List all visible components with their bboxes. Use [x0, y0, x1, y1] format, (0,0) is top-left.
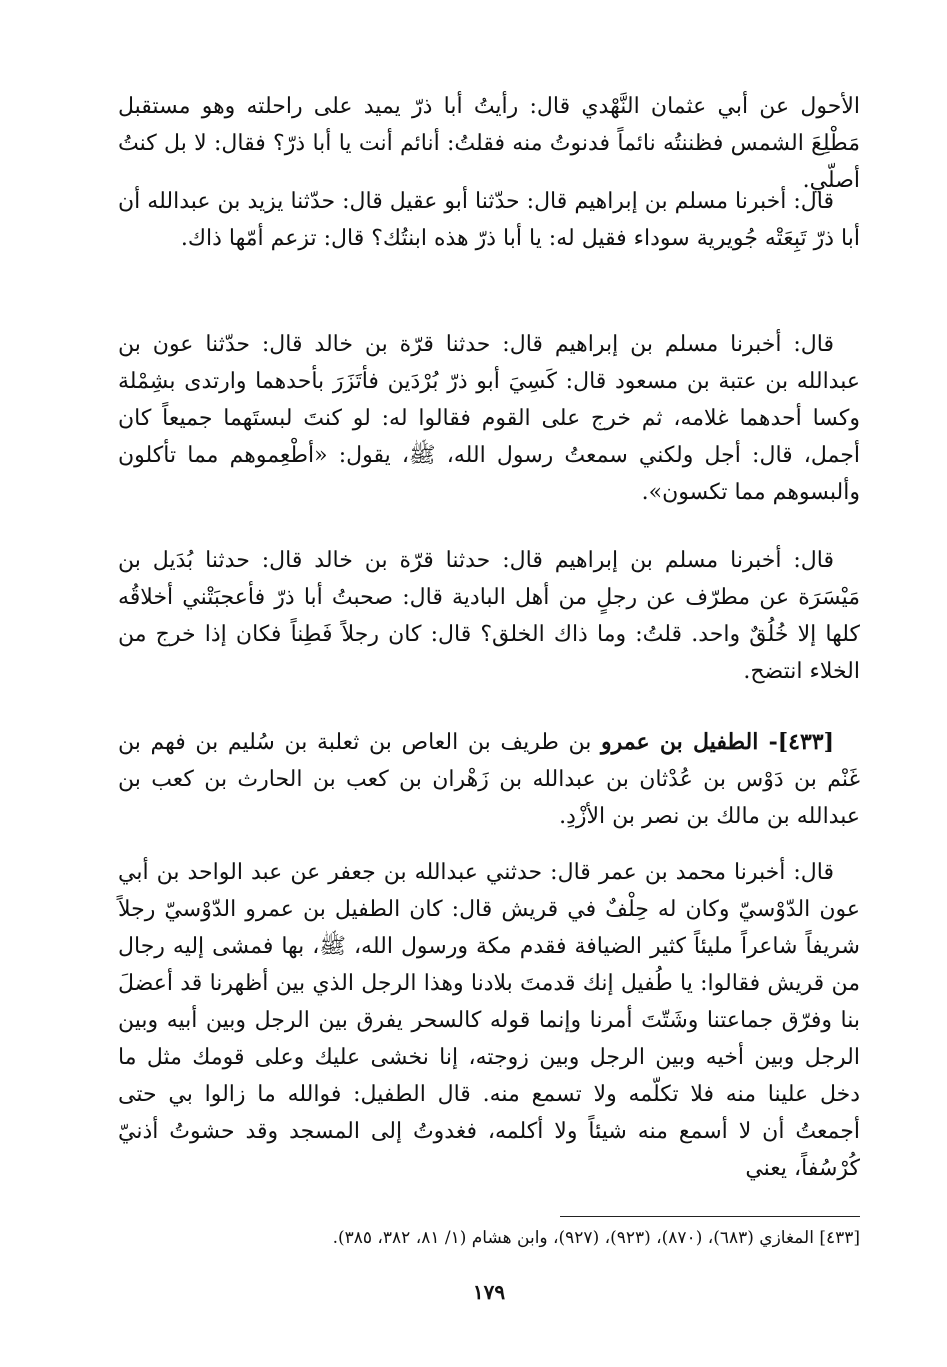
footnote-divider [560, 1216, 860, 1217]
paragraph-4: قال: أخبرنا مسلم بن إبراهيم قال: حدثنا قرّة بن خالد قال: حدثنا بُدَيل بن مَيْسَرَة عن مطرّف عن رجلٍ من أهل البادية قال: صحبتُ أبا ذرّ فأعجبَتْني أخلاقُه كلها إلا خُلُقٌ واحد. قلتُ: وما ذاك الخلق؟ قال: كان رجلاً فَطِناً فكان إذا خرج من الخلاء انتضح. [118, 548, 860, 684]
paragraph-3: قال: أخبرنا مسلم بن إبراهيم قال: حدثنا قرّة بن خالد قال: حدّثنا عون بن عبدالله بن عتبة بن مسعود قال: كَسِيَ أبو ذرّ بُرْدَين فأتَزَرَ بأحدهما وارتدى بشِمْلة وكسا أحدهما غلامه، ثم خرج على القوم فقالوا له: لو كنتَ لبستَهما جميعاً كان أجمل، قال: أجل ولكني سمعتُ رسول الله، ﷺ، يقول: «أطْعِموهم مما تأكلون وألبسوهم مما تكسون». [118, 332, 861, 505]
biography-entry [118, 724, 860, 835]
page-number: ١٧٩ [472, 1280, 506, 1304]
entry-lineage: بن طريف بن العاص بن ثعلبة بن سُليم بن فهم بن غَنْم بن دَوْس بن عُدْثان بن عبدالله بن زَهْران بن كعب بن الحارث بن كعب بن عبدالله بن مالك بن نصر بن الأزْدِ. [118, 730, 860, 829]
book-page [118, 88, 860, 1328]
paragraph-1: الأحول عن أبي عثمان النَّهْدي قال: رأيتُ أبا ذرّ يميد على راحلته وهو مستقبل مَطْلِعَ الشمس فظننتُه نائماً فدنوتُ منه فقلتُ: أنائم أنت يا أبا ذرّ؟ فقال: لا بل كنتُ أصلّي. [118, 94, 860, 193]
footnote: [٤٣٣] المغازي (٦٨٣)، (٨٧٠)، (٩٢٣)، (٩٢٧)، وابن هشام (١/ ٨١، ٣٨٢، ٣٨٥). [332, 1228, 860, 1248]
entry-heading: [٤٣٣]- الطفيل بن عمرو [600, 729, 835, 755]
paragraph-6: قال: أخبرنا محمد بن عمر قال: حدثني عبدالله بن جعفر عن عبد الواحد بن أبي عون الدّوْسيّ وكان له حِلْفٌ في قريش قال: كان الطفيل بن عمرو الدّوْسيّ رجلاً شريفاً شاعراً مليئاً كثير الضيافة فقدم مكة ورسول الله، ﷺ، بها فمشى إليه رجال من قريش فقالوا: يا طُفيل إنك قدمتَ بلادنا وهذا الرجل الذي بين أظهرنا قد أعضلَ بنا وفرّق جماعتنا وشَتّتَ أمرنا وإنما قوله كالسحر يفرق بين الرجل وبين أبيه وبين الرجل وبين أخيه وبين الرجل وبين زوجته، إنا نخشى عليك وعلى قومك مثل ما دخل علينا منه فلا تكلّمه ولا تسمع منه. قال الطفيل: فوالله ما زالوا بي حتى أجمعتُ أن لا أسمع منه شيئاً ولا أكلمه، فغدوتُ إلى المسجد وقد حشوتُ أذنيّ كُرْسُفاً، يعني [118, 860, 860, 1181]
paragraph-2: قال: أخبرنا مسلم بن إبراهيم قال: حدّثنا أبو عقيل قال: حدّثنا يزيد بن عبدالله أن أبا ذرّ تَبِعَتْه جُويرية سوداء فقيل له: يا أبا ذرّ هذه ابنتُك؟ قال: تزعم أمّها ذاك. [118, 189, 860, 251]
